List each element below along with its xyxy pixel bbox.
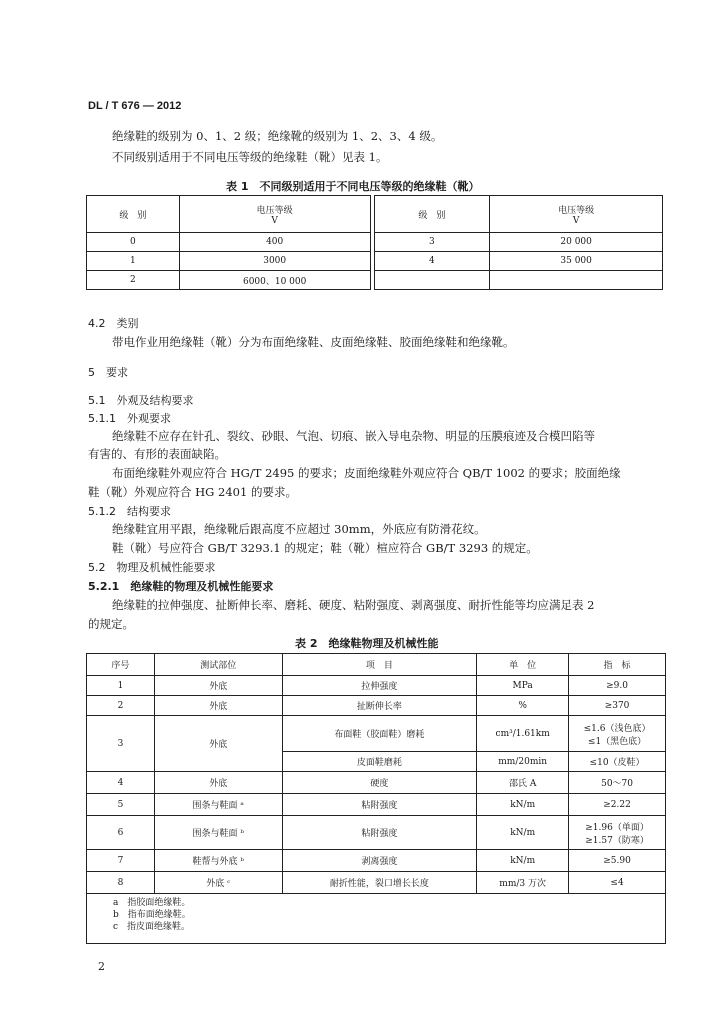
- header-cell-no: 序号: [87, 654, 155, 676]
- table2-note-b: b 指布面绝缘鞋。: [113, 910, 191, 920]
- table-cell: 0: [87, 233, 180, 252]
- table-cell: 外底: [154, 716, 282, 772]
- table-cell: 外底 ᶜ: [154, 872, 282, 894]
- table-cell: mm/3 万次: [477, 872, 569, 894]
- table-cell: 50～70: [569, 772, 666, 794]
- page-number: 2: [98, 960, 105, 973]
- table-cell: cm³/1.61km: [477, 716, 569, 752]
- table-row: [87, 872, 666, 894]
- section-4-2-heading: 4.2 类别: [88, 317, 139, 330]
- table-cell: 硬度: [282, 772, 477, 794]
- table-cell: ≥1.96（单面） ≥1.57（防寒）: [569, 816, 666, 850]
- table2-notes-row: [87, 894, 666, 944]
- table-cell: 耐折性能，裂口增长长度: [282, 872, 477, 894]
- table-cell: 外底: [154, 676, 282, 696]
- table-cell: 5: [87, 794, 155, 816]
- table-cell: 拉伸强度: [282, 676, 477, 696]
- table-cell: MPa: [477, 676, 569, 696]
- table-cell: 1: [87, 676, 155, 696]
- table1-caption: 表 1 不同级别适用于不同电压等级的绝缘鞋（靴）: [226, 180, 480, 193]
- table-cell: 400: [179, 233, 370, 252]
- table-cell: kN/m: [477, 816, 569, 850]
- table-cell: kN/m: [477, 794, 569, 816]
- table-cell: 粘附强度: [282, 816, 477, 850]
- table-cell: ≥9.0: [569, 676, 666, 696]
- intro-line-1: 绝缘鞋的级别为 0、1、2 级；绝缘靴的级别为 1、2、3、4 级。: [112, 129, 443, 143]
- table-cell: 8: [87, 872, 155, 894]
- section-5-1-2-para1: 绝缘鞋宜用平跟，绝缘靴后跟高度不应超过 30mm，外底应有防滑花纹。: [112, 522, 486, 536]
- table-cell: ≥370: [569, 696, 666, 716]
- table-cell: ≥2.22: [569, 794, 666, 816]
- table-cell: 外底: [154, 696, 282, 716]
- table-cell: 皮面鞋磨耗: [282, 752, 477, 772]
- section-5-2-heading: 5.2 物理及机械性能要求: [88, 561, 216, 574]
- table1-header-voltage-left: 电压等级 V: [179, 196, 370, 233]
- table-cell: ≤4: [569, 872, 666, 894]
- header-cell-part: 测试部位: [154, 654, 282, 676]
- table-row: [87, 794, 666, 816]
- header-cell-item: 项 目: [282, 654, 477, 676]
- table-cell: 3: [87, 716, 155, 772]
- table-cell: 剥离强度: [282, 850, 477, 872]
- table-row: [87, 676, 666, 696]
- table-cell: 6000、10 000: [179, 271, 370, 290]
- table-cell: 1: [87, 252, 180, 271]
- section-4-2-text: 带电作业用绝缘鞋（靴）分为布面绝缘鞋、皮面绝缘鞋、胶面绝缘鞋和绝缘靴。: [112, 335, 515, 349]
- table1-header-voltage-right: 电压等级 V: [490, 196, 663, 233]
- table-cell: 围条与鞋面 ᵇ: [154, 816, 282, 850]
- table-cell: 布面鞋（胶面鞋）磨耗: [282, 716, 477, 752]
- section-5-1-1-para2-line2: 鞋（靴）外观应符合 HG 2401 的要求。: [88, 485, 297, 499]
- table-row: [87, 772, 666, 794]
- table-row: [87, 716, 666, 752]
- section-5-1-2-heading: 5.1.2 结构要求: [88, 505, 171, 518]
- table-cell: [490, 271, 663, 290]
- table-row: [87, 696, 666, 716]
- header-cell-unit: 单 位: [477, 654, 569, 676]
- table-cell: 鞋帮与外底 ᵇ: [154, 850, 282, 872]
- table-cell: mm/20min: [477, 752, 569, 772]
- table-cell: 外底: [154, 772, 282, 794]
- section-5-1-1-para2-line1: 布面绝缘鞋外观应符合 HG/T 2495 的要求；皮面绝缘鞋外观应符合 QB/T 1002 的要求；胶面绝缘: [112, 466, 621, 480]
- table2: [86, 653, 666, 944]
- table-cell: ≥5.90: [569, 850, 666, 872]
- intro-line-2: 不同级别适用于不同电压等级的绝缘鞋（靴）见表 1。: [112, 150, 388, 164]
- section-5-1-2-para2: 鞋（靴）号应符合 GB/T 3293.1 的规定；鞋（靴）楦应符合 GB/T 3293 的规定。: [112, 541, 538, 555]
- table2-note-c: c 指皮面绝缘鞋。: [113, 922, 191, 932]
- section-5-1-1-para1-line1: 绝缘鞋不应存在针孔、裂纹、砂眼、气泡、切痕、嵌入导电杂物、明显的压膜痕迹及合模凹陷等: [112, 429, 595, 443]
- table-cell: 邵氏 A: [477, 772, 569, 794]
- section-5-2-1-para-line1: 绝缘鞋的拉伸强度、扯断伸长率、磨耗、硬度、粘附强度、剥离强度、耐折性能等均应满足表 2: [112, 598, 595, 612]
- section-5-1-1-para1-line2: 有害的、有形的表面缺陷。: [88, 447, 226, 461]
- table-cell: 3000: [179, 252, 370, 271]
- table1-header-level-left: 级 别: [87, 196, 180, 233]
- table2-note-a: a 指胶面绝缘鞋。: [113, 898, 191, 908]
- table-cell: 2: [87, 271, 180, 290]
- table-cell: ≤10（皮鞋）: [569, 752, 666, 772]
- table-cell: 粘附强度: [282, 794, 477, 816]
- table2-caption: 表 2 绝缘鞋物理及机械性能: [295, 637, 439, 650]
- section-5-1-1-heading: 5.1.1 外观要求: [88, 412, 171, 425]
- header-cell-index: 指 标: [569, 654, 666, 676]
- table-cell: 35 000: [490, 252, 663, 271]
- table-row: [87, 850, 666, 872]
- section-5-1-heading: 5.1 外观及结构要求: [88, 394, 194, 407]
- table2-header-row: [87, 654, 666, 676]
- table-cell: %: [477, 696, 569, 716]
- table-cell: 4: [374, 252, 490, 271]
- table-cell: 6: [87, 816, 155, 850]
- table-row: [87, 271, 663, 290]
- table-cell: 3: [374, 233, 490, 252]
- table-cell: [374, 271, 490, 290]
- table-cell: kN/m: [477, 850, 569, 872]
- table1: [86, 195, 663, 290]
- table-cell: 4: [87, 772, 155, 794]
- standard-number-header: DL / T 676 — 2012: [88, 100, 182, 112]
- table-cell: 扯断伸长率: [282, 696, 477, 716]
- section-5-2-1-heading: 5.2.1 绝缘鞋的物理及机械性能要求: [88, 580, 274, 593]
- table-cell: 围条与鞋面 ᵃ: [154, 794, 282, 816]
- table-cell: ≤1.6（浅色底） ≤1（黑色底）: [569, 716, 666, 752]
- table-row: [87, 816, 666, 850]
- table1-header-level-right: 级 别: [374, 196, 490, 233]
- table-cell: 20 000: [490, 233, 663, 252]
- table-row: [87, 252, 663, 271]
- table-cell: 2: [87, 696, 155, 716]
- table-cell: 7: [87, 850, 155, 872]
- table-row: [87, 233, 663, 252]
- section-5-heading: 5 要求: [88, 366, 128, 379]
- section-5-2-1-para-line2: 的规定。: [88, 617, 134, 631]
